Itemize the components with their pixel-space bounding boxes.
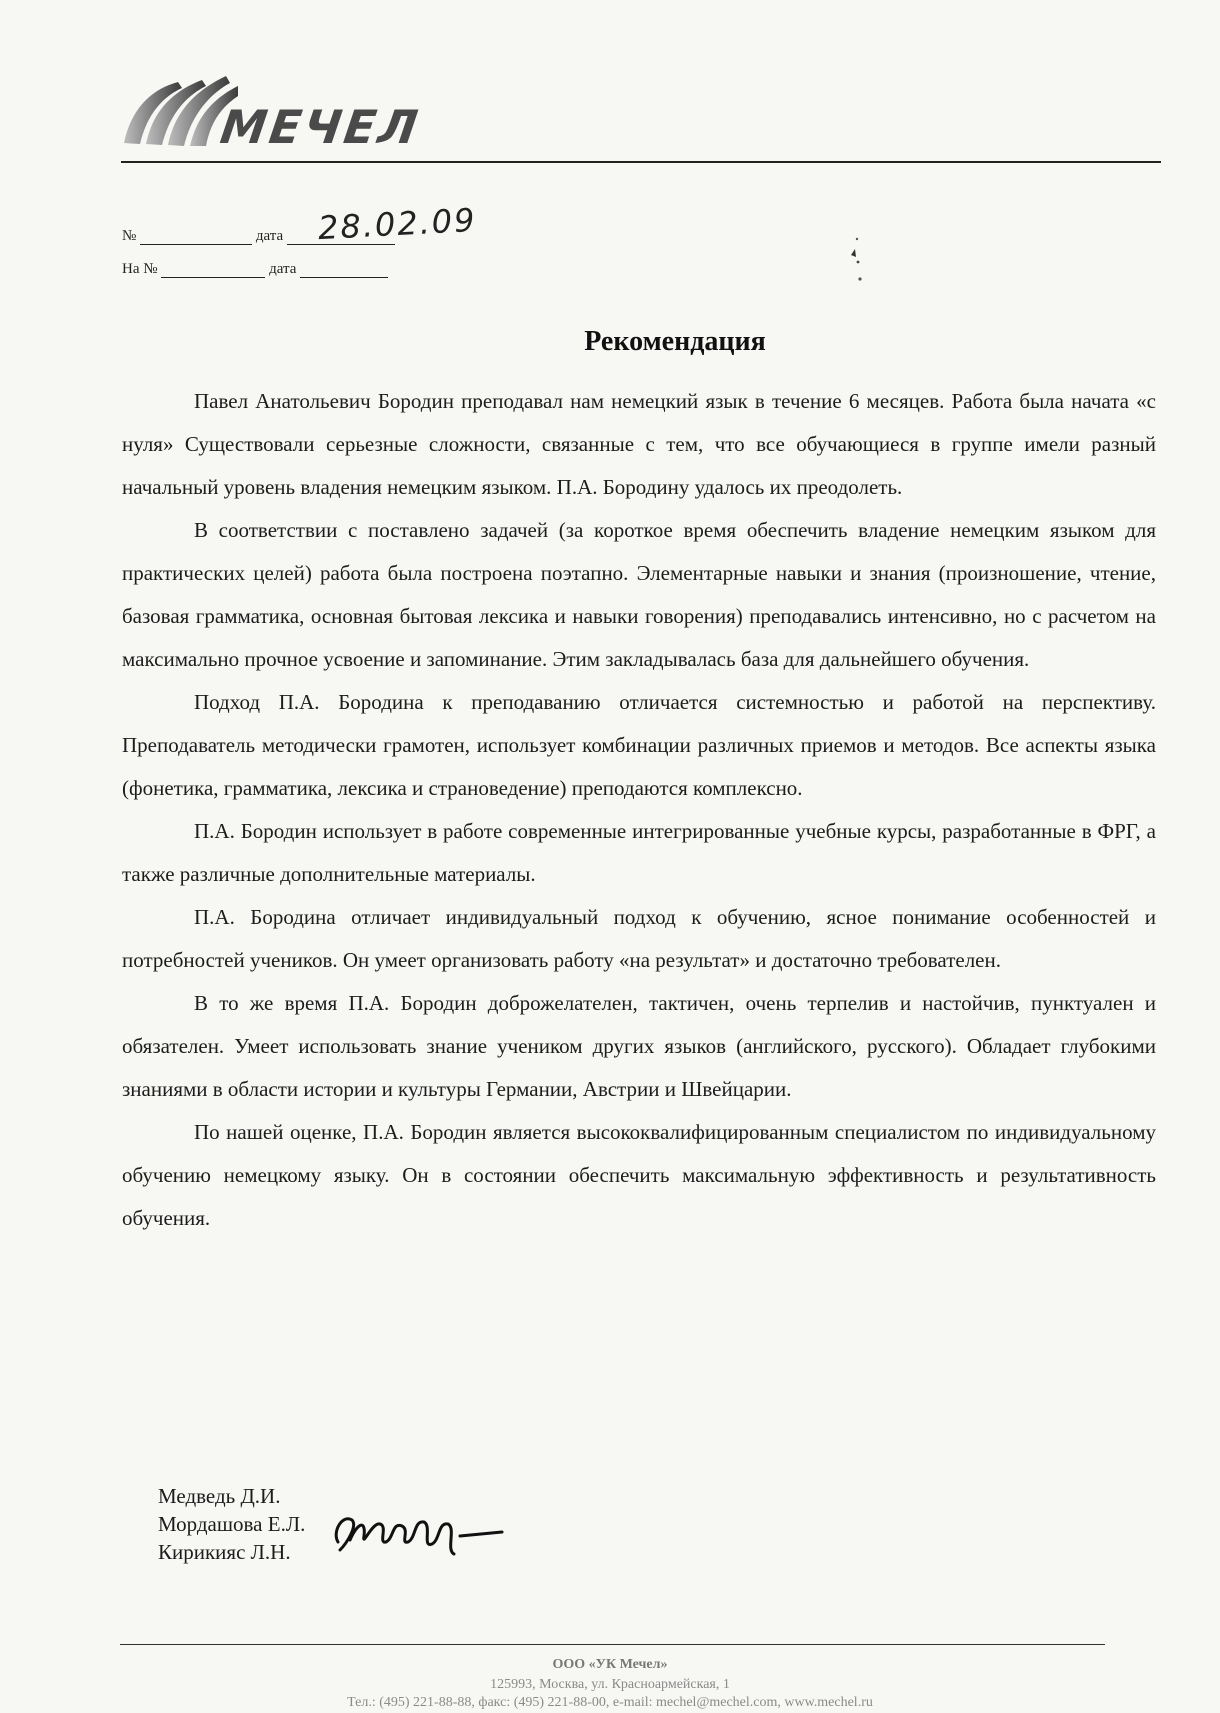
paragraph-3: Подход П.А. Бородина к преподаванию отличается системностью и работой на перспективу. Преподаватель методически грамотен, использует комбинации различных приемов и методов. Все аспекты языка (фонетика, грамматика, лексика и страноведение) преподаются комплексно. xyxy=(122,690,1156,800)
company-logo-text: МЕЧЕЛ xyxy=(217,100,424,154)
number-blank xyxy=(140,230,252,245)
paragraph-2: В соответствии с поставлено задачей (за короткое время обеспечить владение немецким языком для практических целей) работа была построена поэтапно. Элементарные навыки и знания (произношение, чтение, базовая грамматика, основная бытовая лексика и навыки говорения) преподавались интенсивно, но с расчетом на максимально прочное усвоение и запоминание. Этим закладывалась база для дальнейшего обучения. xyxy=(122,518,1156,671)
reply-date-blank xyxy=(300,263,388,278)
paragraph-4: П.А. Бородин использует в работе современные интегрированные учебные курсы, разработанные в ФРГ, а также различные дополнительные материалы. xyxy=(122,819,1156,886)
number-label: № xyxy=(122,228,137,244)
date-label: дата xyxy=(255,228,284,244)
reply-number-blank xyxy=(161,263,265,278)
reply-number-label: На № xyxy=(122,261,158,277)
header-rule xyxy=(121,161,1161,163)
reply-date-label: дата xyxy=(269,261,297,277)
footer-rule xyxy=(120,1644,1105,1645)
paragraph-5: П.А. Бородина отличает индивидуальный подход к обучению, ясное понимание особенностей и потребностей учеников. Он умеет организовать работу «на результат» и достаточно требователен. xyxy=(122,905,1156,972)
footer-contacts: Тел.: (495) 221-88-88, факс: (495) 221-88-00, e-mail: mechel@mechel.com, www.mechel.ru xyxy=(347,1695,873,1710)
handwritten-date: 28.02.09 xyxy=(317,200,478,248)
footer-address: 125993, Москва, ул. Красноармейская, 1 xyxy=(490,1677,730,1692)
scan-specks xyxy=(845,235,865,290)
handwritten-signature xyxy=(328,1492,548,1562)
document-title: Рекомендация xyxy=(584,326,766,357)
signer-name: Кирикияс Л.Н. xyxy=(158,1540,291,1564)
paragraph-1: Павел Анатольевич Бородин преподавал нам немецкий язык в течение 6 месяцев. Работа была начата «с нуля» Существовали серьезные сложности, связанные с тем, что все обучающиеся в группе имели разный начальный уровень владения немецким языком. П.А. Бородину удалось их преодолеть. xyxy=(122,389,1156,499)
signer-name: Мордашова Е.Л. xyxy=(158,1512,306,1536)
signer-name: Медведь Д.И. xyxy=(158,1484,281,1508)
signers-list xyxy=(158,1482,305,1566)
incoming-reference-line xyxy=(122,261,388,278)
recommendation-body xyxy=(122,380,1156,1240)
mechel-logo xyxy=(120,68,424,158)
paragraph-6: В то же время П.А. Бородин доброжелателен, тактичен, очень терпелив и настойчив, пунктуален и обязателен. Умеет использовать знание учеником других языков (английского, русского). Обладает глубокими знаниями в области истории и культуры Германии, Австрии и Швейцарии. xyxy=(122,991,1156,1101)
paragraph-7: По нашей оценке, П.А. Бородин является высококвалифицированным специалистом по индивидуальному обучению немецкому языку. Он в состоянии обеспечить максимальную эффективность и результативность обучения. xyxy=(122,1120,1156,1230)
footer-organization: ООО «УК Мечел» xyxy=(552,1657,668,1672)
